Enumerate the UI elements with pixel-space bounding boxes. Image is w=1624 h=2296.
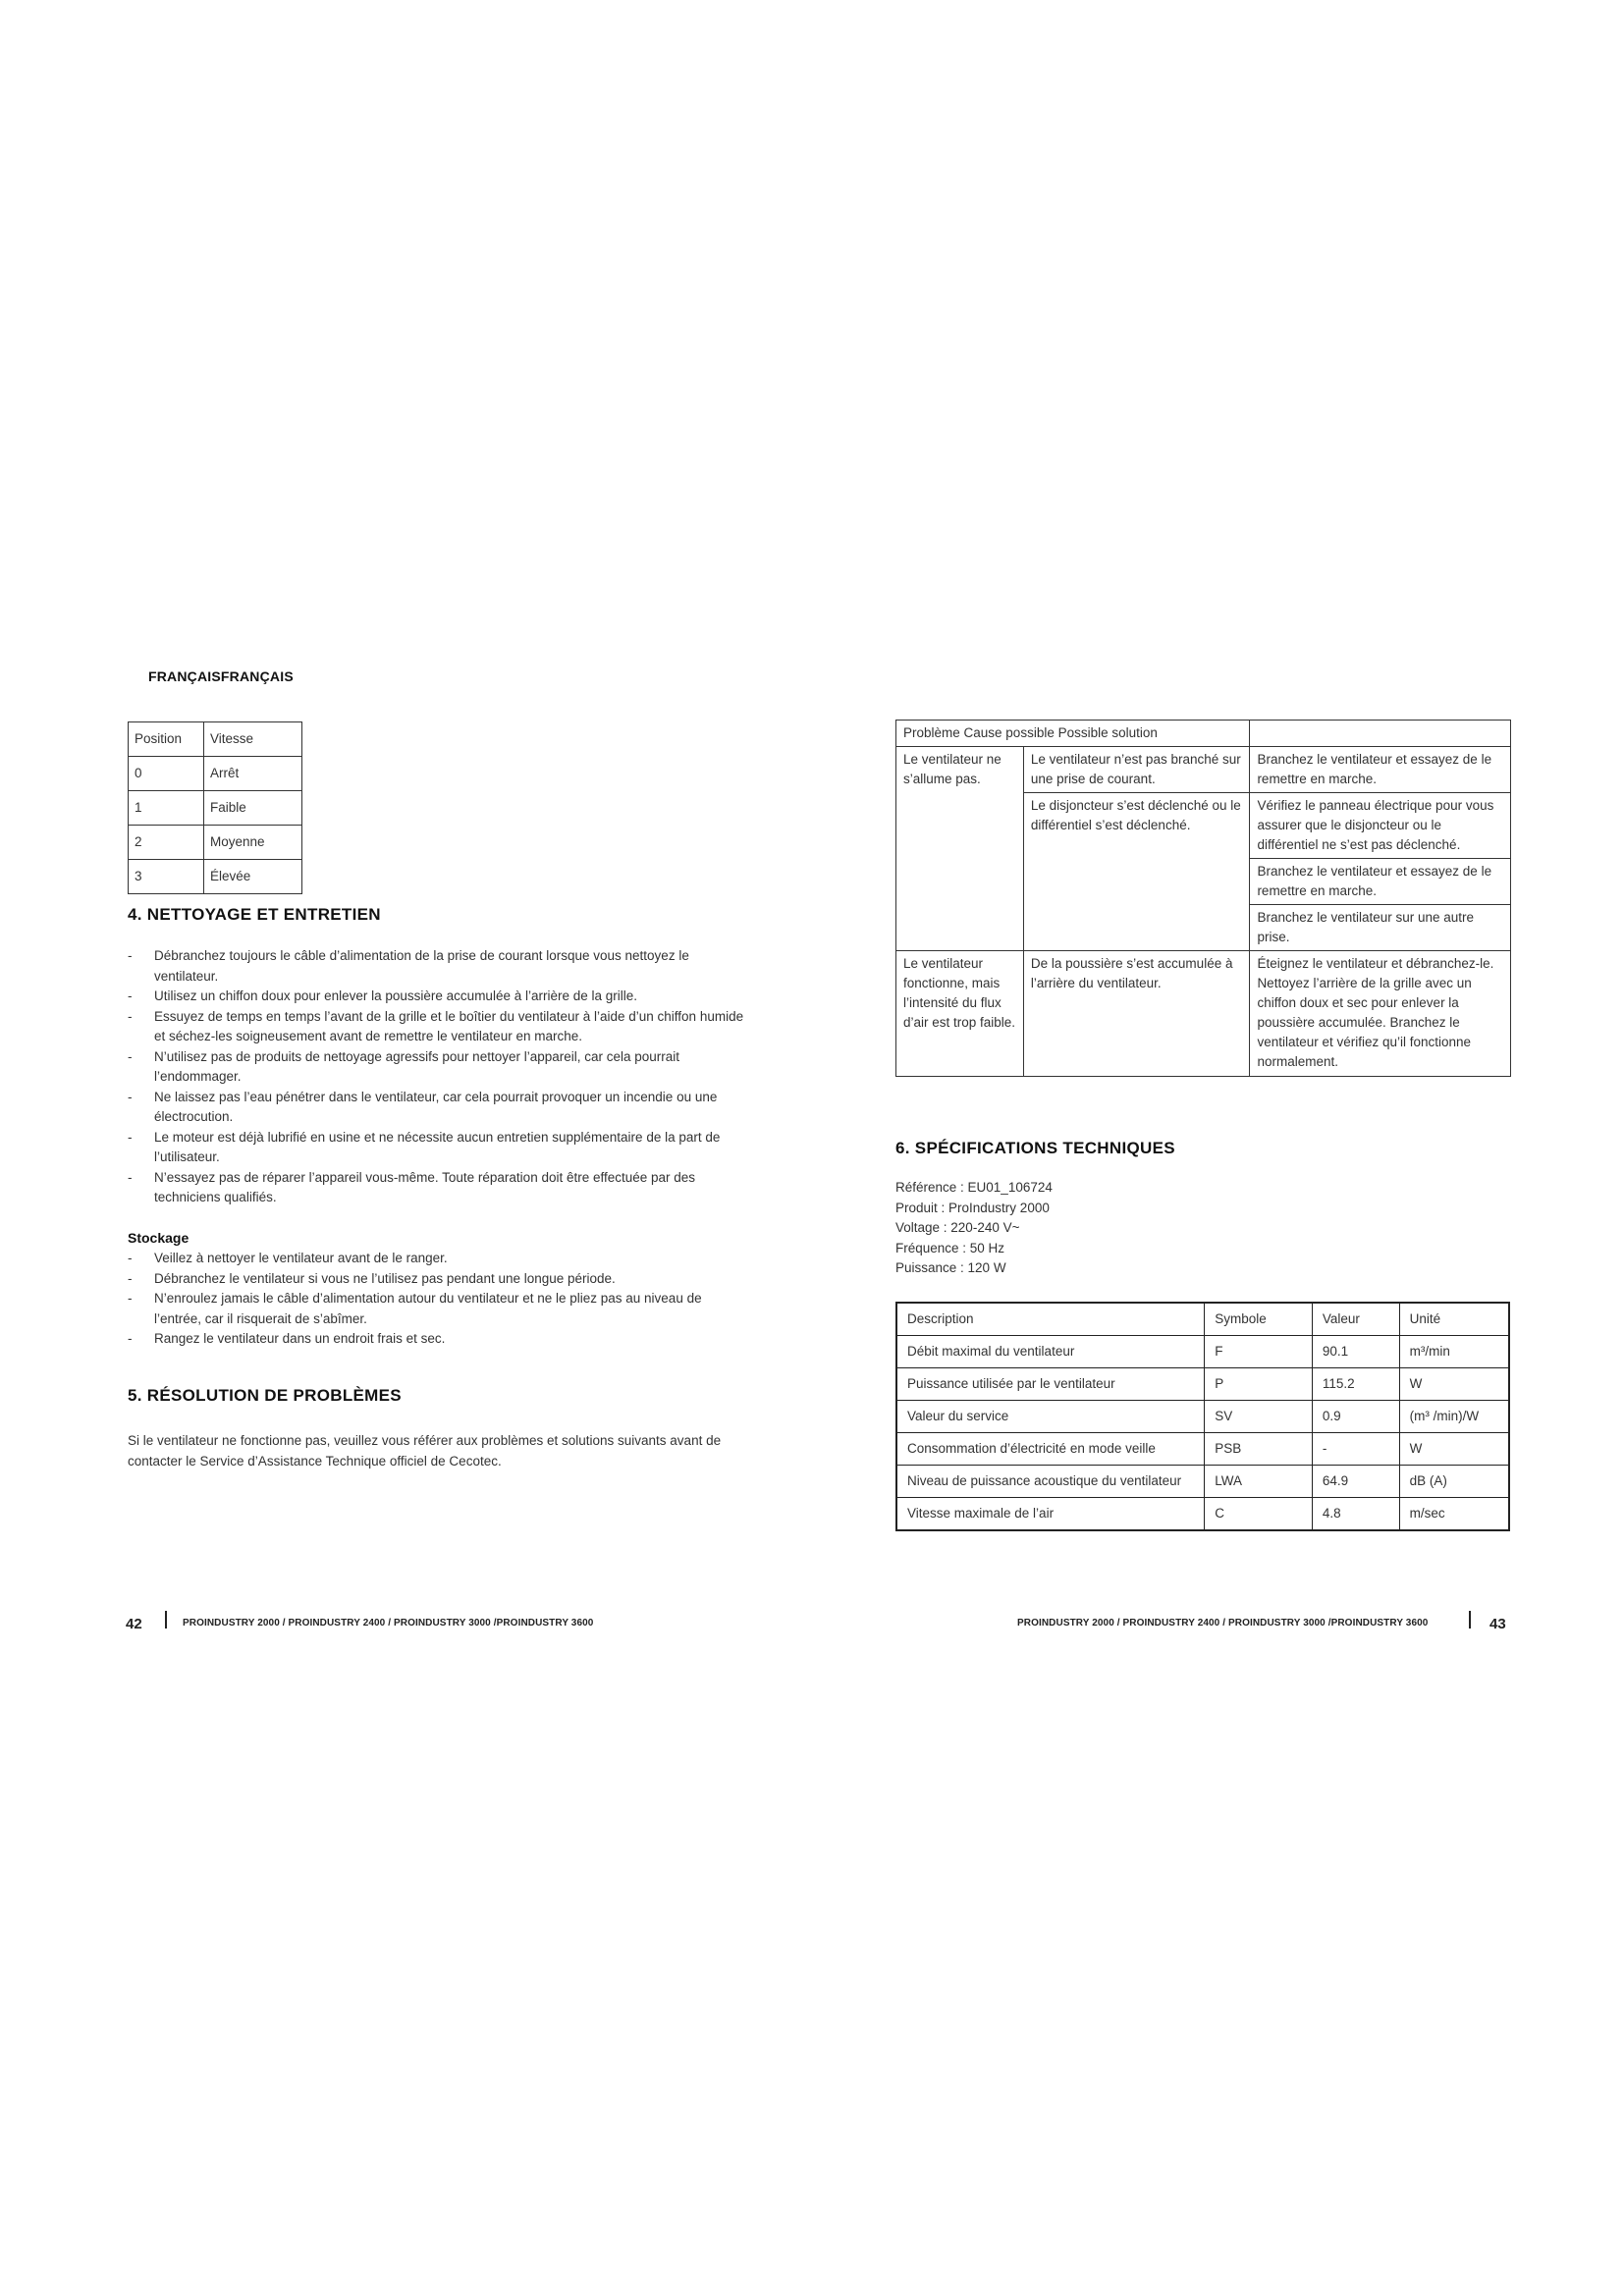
- troubleshooting-intro: Si le ventilateur ne fonctionne pas, veuillez vous référer aux problèmes et solutions suivants avant de contacter le Service d’Assistance Technique officiel de Cecotec.: [128, 1433, 722, 1468]
- spec-line: Produit : ProIndustry 2000: [895, 1200, 1050, 1215]
- problem-cell: Le ventilateur ne s’allume pas.: [896, 747, 1024, 951]
- language-header: FRANÇAISFRANÇAIS: [148, 668, 294, 684]
- table-cell: C: [1205, 1498, 1313, 1531]
- list-item: - N’utilisez pas de produits de nettoyage agressifs pour nettoyer l’appareil, car cela pourrait l’endommager.: [128, 1047, 746, 1088]
- cause-cell: De la poussière s’est accumulée à l’arrière du ventilateur.: [1023, 951, 1250, 1077]
- table-header-cell: Description: [896, 1303, 1205, 1336]
- table-row: [129, 826, 302, 860]
- table-cell: Débit maximal du ventilateur: [896, 1336, 1205, 1368]
- table-cell: Élevée: [204, 860, 302, 894]
- table-cell: Position: [129, 722, 204, 757]
- list-item: - Rangez le ventilateur dans un endroit frais et sec.: [128, 1329, 746, 1350]
- table-cell: Vitesse: [204, 722, 302, 757]
- speed-position-table: [128, 721, 302, 894]
- table-cell: Moyenne: [204, 826, 302, 860]
- list-item: - N’essayez pas de réparer l’appareil vous-même. Toute réparation doit être effectuée par des techniciens qualifiés.: [128, 1168, 746, 1208]
- table-row: [896, 1466, 1509, 1498]
- list-item: - Utilisez un chiffon doux pour enlever la poussière accumulée à l’arrière de la grille.: [128, 987, 746, 1007]
- table-cell: SV: [1205, 1401, 1313, 1433]
- table-cell: m³/min: [1399, 1336, 1509, 1368]
- table-header-cell: [1250, 721, 1511, 747]
- storage-subtitle: Stockage: [128, 1230, 189, 1246]
- table-cell: P: [1205, 1368, 1313, 1401]
- storage-list: [128, 1249, 746, 1350]
- table-row: [896, 1433, 1509, 1466]
- spec-line: Voltage : 220-240 V~: [895, 1220, 1020, 1235]
- table-cell: -: [1312, 1433, 1399, 1466]
- table-row: [129, 757, 302, 791]
- footer-models-left: PROINDUSTRY 2000 / PROINDUSTRY 2400 / PROINDUSTRY 3000 /PROINDUSTRY 3600: [183, 1618, 594, 1629]
- section-title-specs: 6. SPÉCIFICATIONS TECHNIQUES: [895, 1139, 1175, 1157]
- table-row: [896, 747, 1511, 793]
- table-row: [896, 1401, 1509, 1433]
- list-item: - Débranchez le ventilateur si vous ne l’utilisez pas pendant une longue période.: [128, 1269, 746, 1290]
- table-cell: 0: [129, 757, 204, 791]
- table-cell: Niveau de puissance acoustique du ventilateur: [896, 1466, 1205, 1498]
- table-row: [896, 1498, 1509, 1531]
- table-row: [129, 860, 302, 894]
- table-row: [896, 1368, 1509, 1401]
- section-title-troubleshooting: 5. RÉSOLUTION DE PROBLÈMES: [128, 1386, 402, 1405]
- table-cell: 64.9: [1312, 1466, 1399, 1498]
- table-cell: (m³ /min)/W: [1399, 1401, 1509, 1433]
- page-number-left: 42: [126, 1616, 142, 1632]
- spec-line: Fréquence : 50 Hz: [895, 1240, 1005, 1255]
- table-cell: F: [1205, 1336, 1313, 1368]
- list-item: - Débranchez toujours le câble d’alimentation de la prise de courant lorsque vous nettoyez le ventilateur.: [128, 946, 746, 987]
- list-item: - Le moteur est déjà lubrifié en usine et ne nécessite aucun entretien supplémentaire de la part de l’utilisateur.: [128, 1128, 746, 1168]
- footer-divider-right: [1469, 1611, 1471, 1629]
- table-cell: LWA: [1205, 1466, 1313, 1498]
- footer-models-right: PROINDUSTRY 2000 / PROINDUSTRY 2400 / PROINDUSTRY 3000 /PROINDUSTRY 3600: [1017, 1618, 1429, 1629]
- table-cell: Consommation d’électricité en mode veille: [896, 1433, 1205, 1466]
- list-item: - Essuyez de temps en temps l’avant de la grille et le boîtier du ventilateur à l’aide d’un chiffon humide et séchez-les soigneusement avant de remettre le ventilateur en marche.: [128, 1007, 746, 1047]
- table-cell: W: [1399, 1433, 1509, 1466]
- table-header-cell: Unité: [1399, 1303, 1509, 1336]
- table-row: [896, 1336, 1509, 1368]
- specs-summary: [895, 1178, 1053, 1279]
- table-cell: dB (A): [1399, 1466, 1509, 1498]
- table-cell: Arrêt: [204, 757, 302, 791]
- solution-cell: Branchez le ventilateur et essayez de le remettre en marche.: [1250, 747, 1511, 793]
- cleaning-list: [128, 946, 746, 1208]
- cause-cell: Le ventilateur n’est pas branché sur une prise de courant.: [1023, 747, 1250, 793]
- page-number-right: 43: [1489, 1616, 1506, 1632]
- table-cell: 3: [129, 860, 204, 894]
- solution-cell: Vérifiez le panneau électrique pour vous assurer que le disjoncteur ou le différentiel ne s’est pas déclenché.: [1250, 793, 1511, 859]
- solution-cell: Branchez le ventilateur sur une autre prise.: [1250, 905, 1511, 951]
- table-cell: Puissance utilisée par le ventilateur: [896, 1368, 1205, 1401]
- table-cell: m/sec: [1399, 1498, 1509, 1531]
- table-cell: 2: [129, 826, 204, 860]
- table-cell: W: [1399, 1368, 1509, 1401]
- table-row: [129, 722, 302, 757]
- cause-cell: Le disjoncteur s’est déclenché ou le différentiel s’est déclenché.: [1023, 793, 1250, 951]
- spec-line: Puissance : 120 W: [895, 1260, 1006, 1275]
- list-item: - N’enroulez jamais le câble d’alimentation autour du ventilateur et ne le pliez pas au niveau de l’entrée, car il risquerait de s’abîmer.: [128, 1289, 746, 1329]
- table-cell: Faible: [204, 791, 302, 826]
- table-row: [896, 1303, 1509, 1336]
- table-row: [129, 791, 302, 826]
- spec-line: Référence : EU01_106724: [895, 1180, 1053, 1195]
- section-title-cleaning: 4. NETTOYAGE ET ENTRETIEN: [128, 905, 381, 924]
- specs-table: [895, 1302, 1510, 1531]
- table-header-cell: Symbole: [1205, 1303, 1313, 1336]
- table-cell: 115.2: [1312, 1368, 1399, 1401]
- table-cell: 0.9: [1312, 1401, 1399, 1433]
- table-cell: PSB: [1205, 1433, 1313, 1466]
- table-header-cell: Problème Cause possible Possible solution: [896, 721, 1250, 747]
- table-row: [896, 721, 1511, 747]
- footer-divider-left: [165, 1611, 167, 1629]
- table-cell: Valeur du service: [896, 1401, 1205, 1433]
- solution-cell: Éteignez le ventilateur et débranchez-le. Nettoyez l’arrière de la grille avec un chiffon doux et sec pour enlever la poussière accumulée. Branchez le ventilateur et vérifiez qu’il fonctionne normalement.: [1250, 951, 1511, 1077]
- troubleshooting-table: [895, 720, 1511, 1077]
- problem-cell: Le ventilateur fonctionne, mais l’intensité du flux d’air est trop faible.: [896, 951, 1024, 1077]
- table-cell: 90.1: [1312, 1336, 1399, 1368]
- table-cell: 4.8: [1312, 1498, 1399, 1531]
- table-cell: 1: [129, 791, 204, 826]
- table-cell: Vitesse maximale de l’air: [896, 1498, 1205, 1531]
- table-header-cell: Valeur: [1312, 1303, 1399, 1336]
- list-item: - Veillez à nettoyer le ventilateur avant de le ranger.: [128, 1249, 746, 1269]
- table-row: [896, 951, 1511, 1077]
- solution-cell: Branchez le ventilateur et essayez de le remettre en marche.: [1250, 859, 1511, 905]
- list-item: - Ne laissez pas l’eau pénétrer dans le ventilateur, car cela pourrait provoquer un incendie ou une électrocution.: [128, 1088, 746, 1128]
